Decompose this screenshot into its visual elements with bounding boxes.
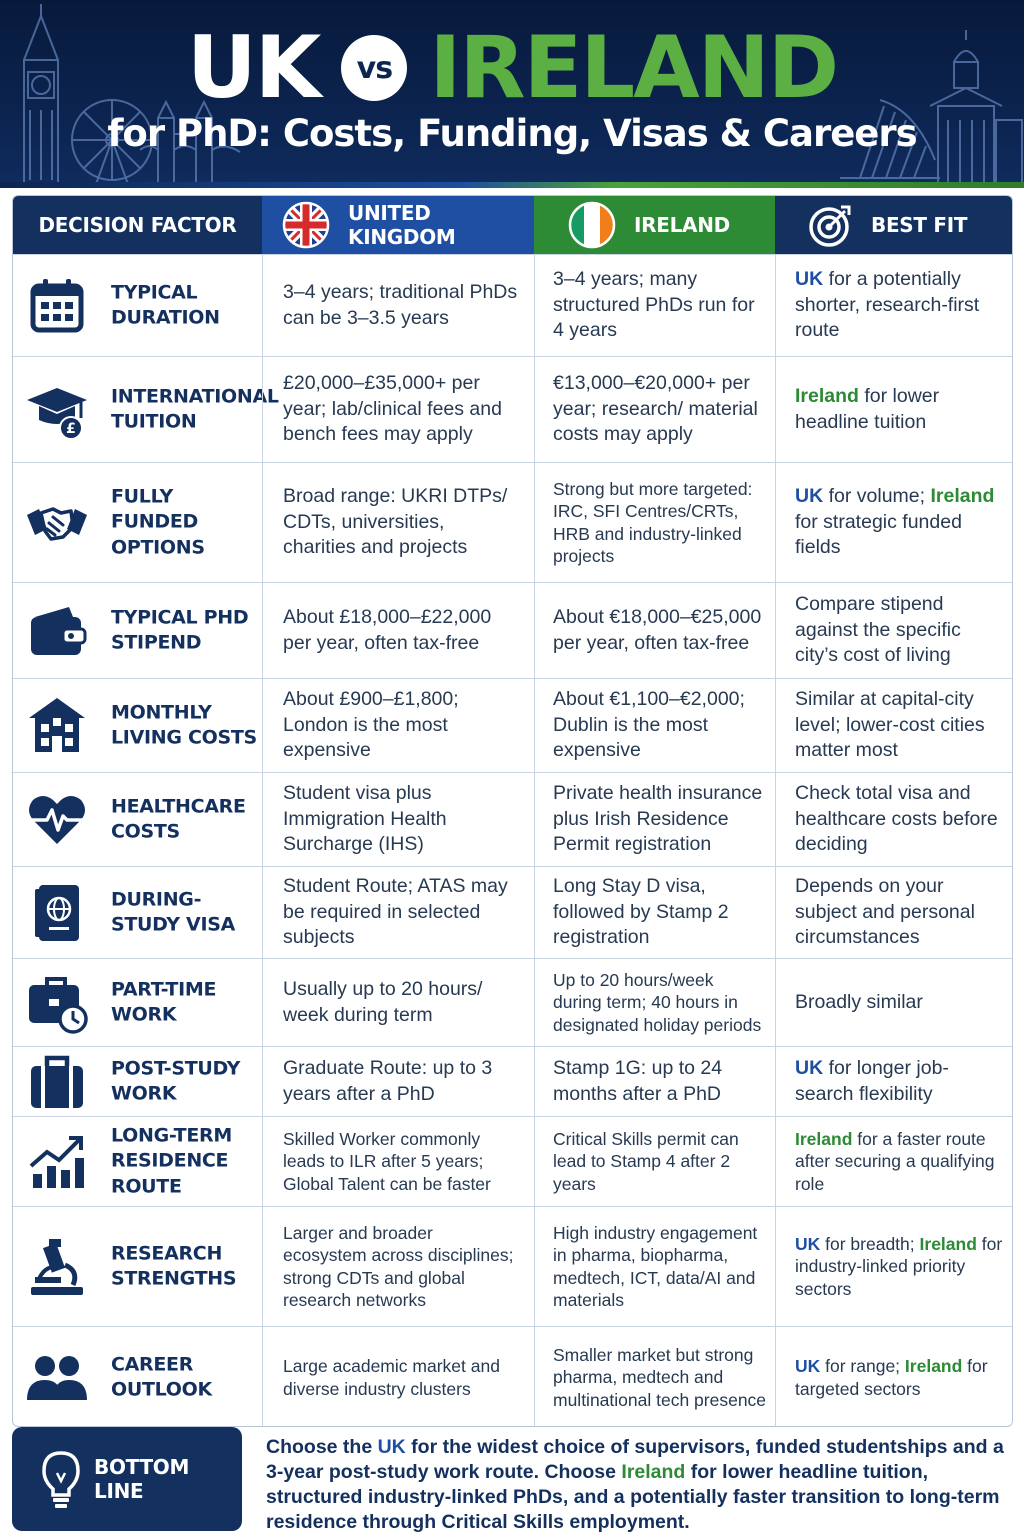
uk-cell (262, 463, 534, 582)
table-row (13, 1116, 1013, 1206)
uk-cell (262, 1047, 534, 1116)
uk-value: Usually up to 20 hours/ week during term (283, 977, 483, 1026)
factor-label: LONG-TERM RESIDENCE ROUTE (111, 1124, 232, 1198)
best-fit-value: Compare stipend against the specific city’s cost of living (795, 592, 961, 667)
column-header-ireland (534, 196, 775, 254)
factor-label: HEALTHCARE COSTS (111, 794, 246, 843)
title-row (0, 18, 1024, 118)
ireland-cell (534, 583, 775, 678)
uk-cell (262, 959, 534, 1046)
factor-label: TYPICAL DURATION (111, 280, 220, 329)
ireland-cell (534, 1117, 775, 1206)
column-header-best-fit (775, 196, 1013, 254)
table-row (13, 678, 1013, 772)
uk-value: Skilled Worker commonly leads to ILR after 5 years; Global Talent can be faster (283, 1128, 491, 1194)
factor-label: RESEARCH STRENGTHS (111, 1241, 237, 1290)
uk-value: £20,000–£35,000+ per year; lab/clinical fees and bench fees may apply (283, 371, 502, 446)
best-fit-value: Similar at capital-city level; lower-cost cities matter most (795, 687, 985, 762)
best-fit-cell (775, 679, 1013, 772)
uk-cell (262, 679, 534, 772)
table-row (13, 582, 1013, 678)
best-fit-cell (775, 867, 1013, 958)
briefcase-clock-icon (25, 971, 89, 1035)
best-fit-value: Depends on your subject and personal circumstances (795, 874, 975, 949)
table-row (13, 866, 1013, 958)
ireland-cell (534, 1047, 775, 1116)
target-icon (805, 201, 853, 249)
table-row (13, 1206, 1013, 1326)
factor-cell (13, 679, 262, 772)
best-fit-cell (775, 463, 1013, 582)
uk-cell (262, 1207, 534, 1326)
factor-cell (13, 1207, 262, 1326)
factor-cell (13, 1327, 262, 1427)
best-fit-value: UK for a potentially shorter, research-first route (795, 267, 980, 342)
factor-label: CAREER OUTLOOK (111, 1352, 212, 1401)
factor-label: TYPICAL PHD STIPEND (111, 605, 249, 654)
best-fit-value: Broadly similar (795, 990, 923, 1013)
people-icon (25, 1346, 89, 1410)
handshake-icon (25, 491, 89, 555)
uk-cell (262, 1117, 534, 1206)
best-fit-cell (775, 583, 1013, 678)
microscope-icon (25, 1235, 89, 1299)
factor-cell (13, 773, 262, 866)
heartbeat-icon (25, 788, 89, 852)
column-header-label: BEST FIT (871, 213, 968, 237)
factor-label: POST-STUDY WORK (111, 1056, 241, 1105)
best-fit-value: UK for volume; Ireland for strategic funded fields (795, 484, 995, 559)
column-header-uk (262, 196, 534, 254)
uk-value: Broad range: UKRI DTPs/ CDTs, universities, charities and projects (283, 484, 508, 559)
ireland-cell (534, 357, 775, 462)
ireland-value: Long Stay D visa, followed by Stamp 2 registration (553, 874, 729, 949)
best-fit-cell (775, 255, 1013, 356)
bottom-line-badge (12, 1427, 242, 1531)
table-row (13, 462, 1013, 582)
uk-value: About £18,000–£22,000 per year, often tax-free (283, 605, 492, 654)
title-uk: UK (186, 18, 320, 118)
factor-cell (13, 959, 262, 1046)
ireland-cell (534, 255, 775, 356)
ireland-value: €13,000–€20,000+ per year; research/ material costs may apply (553, 371, 758, 446)
uk-value: 3–4 years; traditional PhDs can be 3–3.5 years (283, 280, 518, 329)
table-row (13, 254, 1013, 356)
best-fit-value: UK for breadth; Ireland for industry-linked priority sectors (795, 1233, 1003, 1299)
lightbulb-icon (38, 1449, 84, 1509)
header-banner (0, 0, 1024, 188)
growth-chart-icon (25, 1130, 89, 1194)
factor-label: DURING-STUDY VISA (111, 887, 235, 936)
title-ireland: IRELAND (429, 18, 838, 118)
factor-label: INTERNATIONAL TUITION (111, 384, 279, 433)
svg-text:£: £ (66, 420, 76, 437)
table-row (13, 958, 1013, 1046)
ireland-cell (534, 679, 775, 772)
factor-label: MONTHLY LIVING COSTS (111, 700, 257, 749)
table-row (13, 356, 1013, 462)
uk-cell (262, 255, 534, 356)
ireland-cell (534, 1207, 775, 1326)
bottom-line-text: Choose the UK for the widest choice of supervisors, funded studentships and a 3-year post-study work route. Choose Ireland for lower headline tuition, structured industry-linked PhDs, and a potentially faster transition to long-term residence through Critical Skills employment. (266, 1436, 1004, 1533)
factor-label: PART-TIME WORK (111, 977, 217, 1026)
best-fit-value: UK for range; Ireland for targeted sectors (795, 1356, 988, 1399)
ireland-value: Smaller market but strong pharma, medtech and multinational tech presence (553, 1344, 767, 1410)
ireland-cell (534, 463, 775, 582)
table-row (13, 1326, 1013, 1427)
uk-value: Large academic market and diverse industry clusters (283, 1356, 500, 1399)
ireland-highlight: Ireland (621, 1460, 686, 1483)
ireland-value: Critical Skills permit can lead to Stamp 4 after 2 years (553, 1128, 739, 1194)
best-fit-cell (775, 1117, 1013, 1206)
ireland-cell (534, 1327, 775, 1427)
factor-cell (13, 583, 262, 678)
best-fit-cell (775, 1047, 1013, 1116)
table-header (13, 196, 1013, 254)
ireland-cell (534, 959, 775, 1046)
bottom-line-label: BOTTOM LINE (94, 1455, 190, 1503)
factor-cell (13, 357, 279, 462)
title-vs-badge: vs (341, 35, 407, 101)
factor-cell (13, 1047, 262, 1116)
uk-value: Larger and broader ecosystem across disciplines; strong CDTs and global research networks (283, 1222, 514, 1310)
ireland-value: Stamp 1G: up to 24 months after a PhD (553, 1056, 723, 1105)
bottom-line-section (12, 1427, 1013, 1531)
best-fit-cell (775, 357, 1013, 462)
uk-value: Student visa plus Immigration Health Surcharge (IHS) (283, 781, 447, 856)
table-row (13, 1046, 1013, 1116)
ireland-cell (534, 773, 775, 866)
uk-value: Student Route; ATAS may be required in selected subjects (283, 874, 508, 949)
best-fit-value: Ireland for a faster route after securing a qualifying role (795, 1128, 995, 1194)
factor-cell (13, 1117, 262, 1206)
ireland-value: About €18,000–€25,000 per year, often tax-free (553, 605, 762, 654)
column-header-label: UNITED KINGDOM (348, 201, 456, 249)
suitcase-icon (25, 1050, 89, 1114)
uk-value: Graduate Route: up to 3 years after a PhD (283, 1056, 493, 1105)
header-divider (0, 182, 1024, 188)
table-row (13, 772, 1013, 866)
uk-cell (262, 773, 534, 866)
best-fit-cell (775, 1207, 1013, 1326)
factor-cell (13, 255, 262, 356)
factor-cell (13, 463, 262, 582)
house-icon (25, 694, 89, 758)
uk-cell (262, 357, 534, 462)
best-fit-cell (775, 773, 1013, 866)
passport-icon (25, 881, 89, 945)
ireland-value: Up to 20 hours/week during term; 40 hours in designated holiday periods (553, 969, 762, 1035)
comparison-table (12, 195, 1013, 1427)
ireland-flag-icon (568, 201, 616, 249)
factor-cell (13, 867, 262, 958)
ireland-value: 3–4 years; many structured PhDs run for 4 years (553, 267, 755, 342)
column-header-label: DECISION FACTOR (38, 213, 237, 237)
ireland-value: Private health insurance plus Irish Residence Permit registration (553, 781, 763, 856)
wallet-icon (25, 599, 89, 663)
uk-cell (262, 867, 534, 958)
graduation-cap-icon (25, 378, 89, 442)
page-subtitle: for PhD: Costs, Funding, Visas & Careers (107, 112, 917, 155)
ireland-cell (534, 867, 775, 958)
uk-flag-icon (282, 201, 330, 249)
best-fit-value: Check total visa and healthcare costs before deciding (795, 781, 998, 856)
calendar-icon (25, 274, 89, 338)
best-fit-cell (775, 1327, 1013, 1427)
best-fit-value: UK for longer job-search flexibility (795, 1056, 949, 1105)
uk-cell (262, 1327, 534, 1427)
ireland-value: About €1,100–€2,000; Dublin is the most expensive (553, 687, 745, 762)
ireland-value: Strong but more targeted: IRC, SFI Centres/CRTs, HRB and industry-linked projects (553, 478, 753, 566)
column-header-label: IRELAND (634, 213, 730, 237)
uk-highlight: UK (377, 1436, 406, 1458)
best-fit-cell (775, 959, 1013, 1046)
uk-value: About £900–£1,800; London is the most expensive (283, 687, 459, 762)
uk-cell (262, 583, 534, 678)
factor-label: FULLY FUNDED OPTIONS (111, 485, 205, 559)
column-header-decision-factor (13, 196, 262, 254)
best-fit-value: Ireland for lower headline tuition (795, 384, 940, 433)
ireland-value: High industry engagement in pharma, biopharma, medtech, ICT, data/AI and materials (553, 1222, 758, 1310)
